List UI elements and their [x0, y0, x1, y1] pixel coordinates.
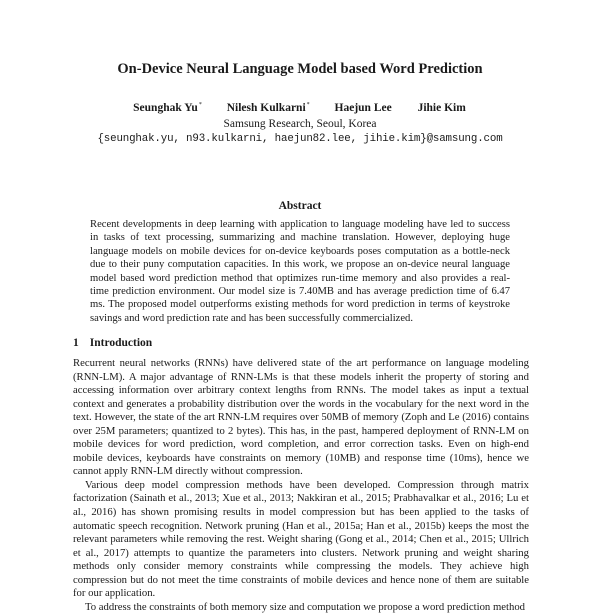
- author-name: Nilesh Kulkarni*: [226, 102, 310, 114]
- section-heading: [73, 337, 152, 349]
- abstract-heading: Abstract: [278, 200, 322, 212]
- author-emails: {seunghak.yu, n93.kulkarni, haejun82.lee, jihie.kim}@samsung.com: [97, 133, 503, 145]
- section-body: [73, 357, 529, 614]
- author-list: [0, 102, 600, 114]
- section-number: 1: [73, 337, 79, 349]
- body-paragraph: Recurrent neural networks (RNNs) have delivered state of the art performance on language modeling (RNN-LM). A major advantage of RNN-LMs is that these models inherit the property of storing and accessing information over arbitrary context lengths from RNNs. The model takes as input a textual context and generates a probability distribution over the words in the vocabulary for the next word in the text. However, the state of the art RNN-LM requires over 50MB of memory (Zoph and Le (2016) contains over 25M parameters; quantized to 2 bytes). This has, in the past, hampered deployment of RNN-LM on mobile devices for word prediction, word completion, and error correction tasks. Even on high-end mobile devices, keyboards have constraints on memory (10MB) and response time (10ms), hence we cannot apply RNN-LM directly without compression.: [73, 357, 529, 478]
- body-paragraph: To address the constraints of both memory size and computation we propose a word prediction method: [85, 600, 526, 613]
- section-title: Introduction: [89, 337, 153, 349]
- author-name: Haejun Lee: [334, 102, 392, 114]
- author-name: Seunghak Yu*: [133, 102, 202, 114]
- author-name: Jihie Kim: [417, 102, 466, 114]
- body-paragraph: Various deep model compression methods have been developed. Compression through matrix factorization (Sainath et al., 2013; Xue et al., 2013; Nakkiran et al., 2015; Prabhavalkar et al., 2016; Lu et al., 2016) has shown promising results in model compression but has been applied to the tasks of automatic speech recognition. Network pruning (Han et al., 2015a; Han et al., 2015b) keeps the most the relevant parameters while removing the rest. Weight sharing (Gong et al., 2014; Chen et al., 2015; Ullrich et al., 2017) attempts to quantize the parameters into clusters. Network pruning and weight sharing methods only consider memory constraints while compressing the models. They achieve high compression but do not meet the time constraints of mobile devices and hence none of them are suitable for our application.: [73, 478, 529, 600]
- paper-title: On-Device Neural Language Model based Word Prediction: [117, 61, 483, 77]
- affiliation: Samsung Research, Seoul, Korea: [223, 118, 377, 130]
- abstract-text: Recent developments in deep learning with application to language modeling have led to success in tasks of text processing, summarizing and machine translation. However, deploying huge language models on mobile devices for on-device keyboards poses computation as a bottle-neck due to their puny computation capacities. In this work, we propose an on-device neural language model based word prediction method that optimizes run-time memory and also provides a real-time prediction environment. Our model size is 7.40MB and has average prediction time of 6.47 ms. The proposed model outperforms existing methods for word prediction in terms of keystroke savings and word prediction rate and has been successfully commercialized.: [90, 219, 510, 324]
